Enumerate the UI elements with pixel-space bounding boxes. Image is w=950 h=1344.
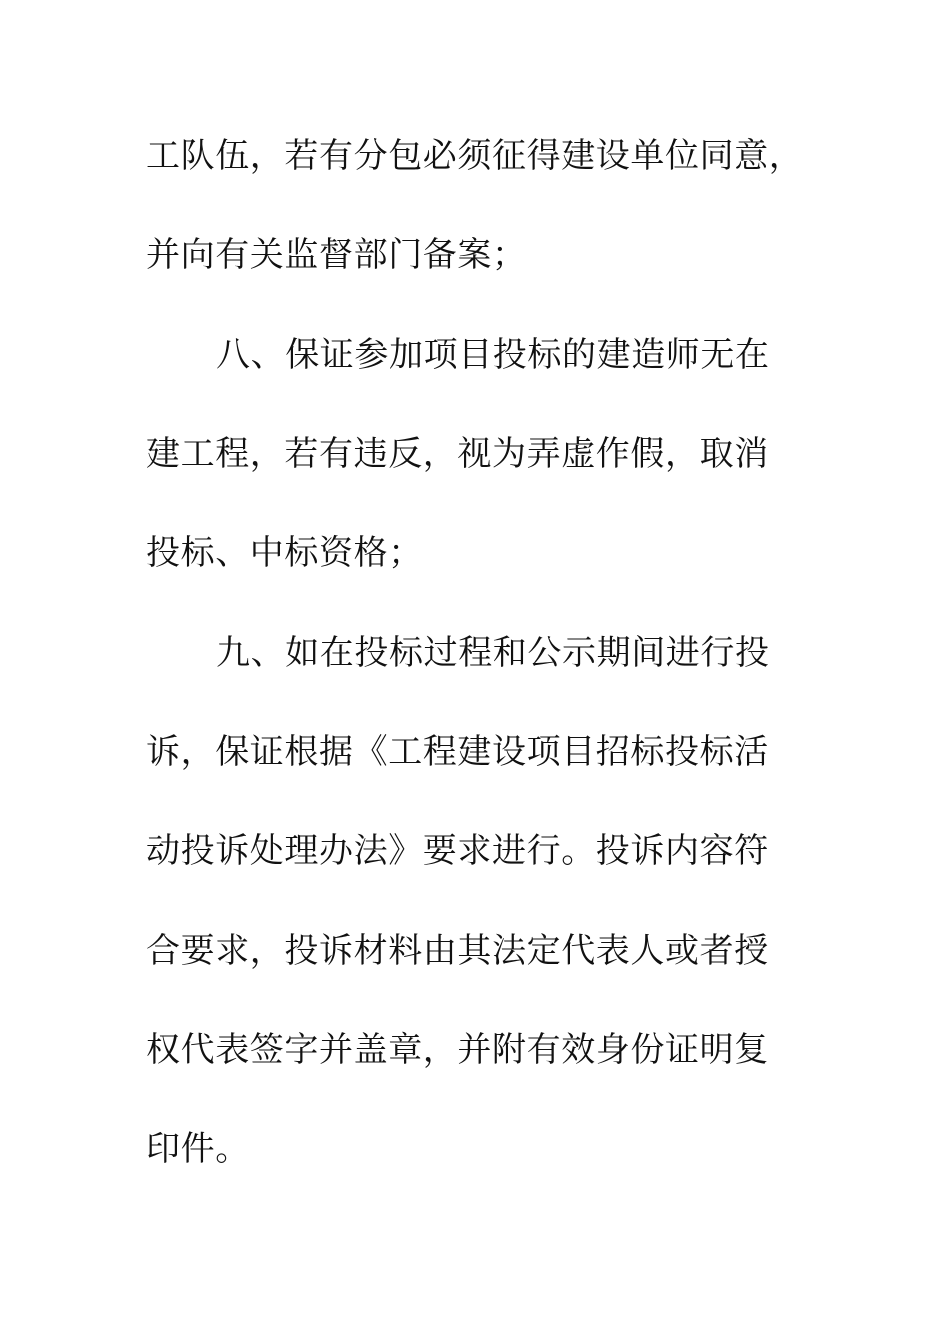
clause-8-line-3: 投标、中标资格； (146, 533, 423, 573)
text-line-1: 工队伍，若有分包必须征得建设单位同意， (146, 136, 804, 176)
clause-9-line-2: 诉，保证根据《工程建设项目招标投标活 (146, 732, 769, 772)
text-line-2: 并向有关监督部门备案； (146, 235, 527, 275)
clause-9-line-6: 印件。 (146, 1129, 250, 1169)
clause-8-line-1: 八、保证参加项目投标的建造师无在 (216, 335, 770, 375)
clause-9-line-5: 权代表签字并盖章，并附有效身份证明复 (146, 1030, 769, 1070)
clause-9-line-4: 合要求，投诉材料由其法定代表人或者授 (146, 931, 769, 971)
clause-8-line-2: 建工程，若有违反，视为弄虚作假，取消 (146, 434, 769, 474)
clause-9-line-3: 动投诉处理办法》要求进行。投诉内容符 (146, 831, 769, 871)
clause-9-line-1: 九、如在投标过程和公示期间进行投 (216, 633, 770, 673)
